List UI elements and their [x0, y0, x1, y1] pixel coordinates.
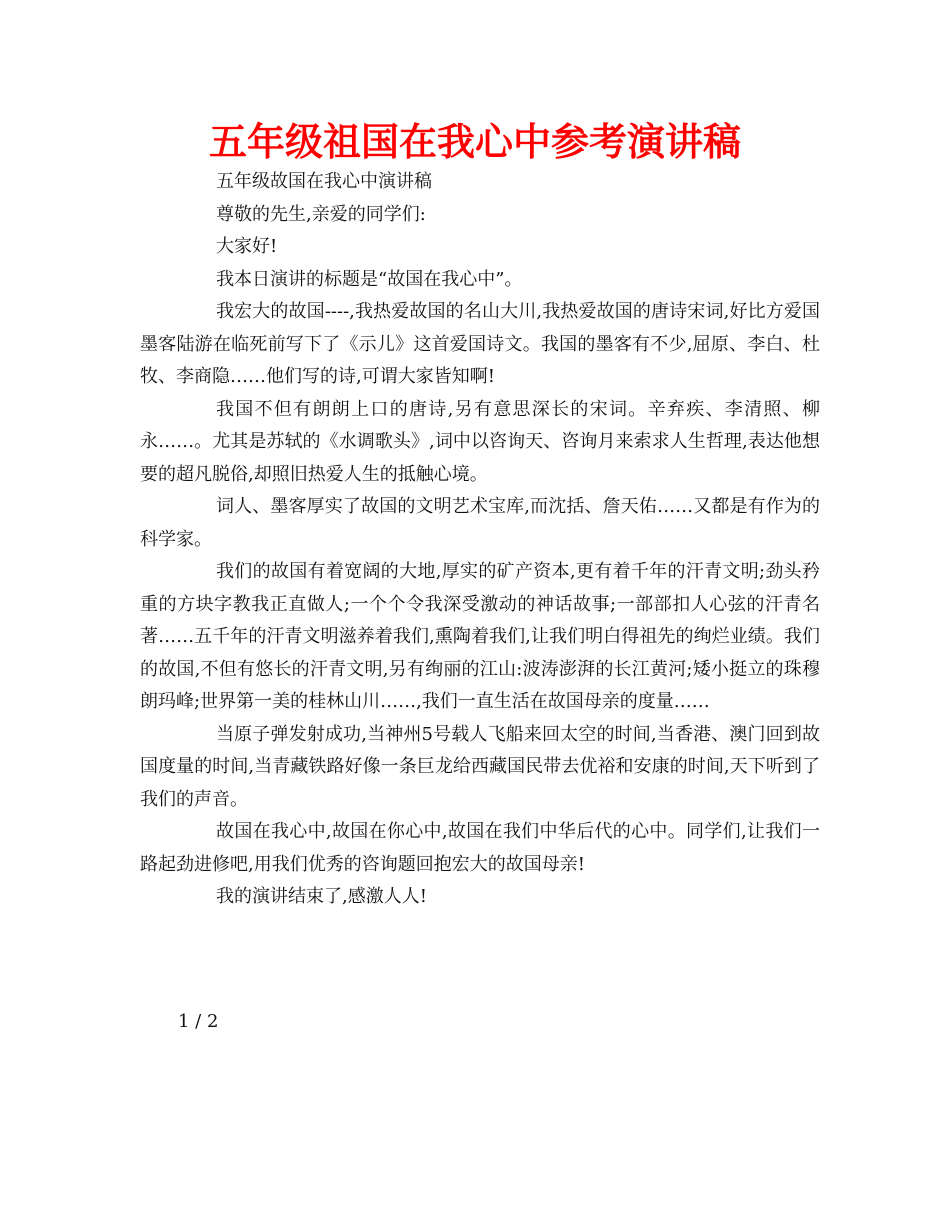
paragraph-salutation: 尊敬的先生,亲爱的同学们: [216, 203, 426, 225]
paragraph-song-ci: 我国不但有朗朗上口的唐诗,另有意思深长的宋词。辛弃疾、李清照、柳永……。尤其是苏轼的《水调歌头》,词中以咨询天、咨询月来索求人生哲理,表达他想要的超凡脱俗,却照旧热爱人生的抵触心境。 [140, 398, 820, 485]
paragraph-land-culture: 我们的故国有着宽阔的大地,厚实的矿产资本,更有着千年的汗青文明;劲头矜重的方块字教我正直做人;一个个令我深受激动的神话故事;一部部扣人心弦的汗青名著……五千年的汗青文明滋养着我们,熏陶着我们,让我们明白得祖先的绚烂业绩。我们的故国,不但有悠长的汗青文明,另有绚丽的江山:波涛澎湃的长江黄河;矮小挺立的珠穆朗玛峰;世界第一美的桂林山川……,我们一直生活在故国母亲的度量…… [140, 561, 820, 712]
paragraph-call-to-action: 故国在我心中,故国在你心中,故国在我们中华后代的心中。同学们,让我们一路起劲进修吧,用我们优秀的咨询题回抱宏大的故国母亲! [140, 821, 820, 875]
paragraph-subtitle: 五年级故国在我心中演讲稿 [216, 171, 432, 192]
page-number: 1 / 2 [178, 1011, 219, 1032]
paragraph-achievements: 当原子弹发射成功,当神州5号载人飞船来回太空的时间,当香港、澳门回到故国度量的时间,当青藏铁路好像一条巨龙给西藏国民带去优裕和安康的时间,天下听到了我们的声音。 [140, 723, 820, 810]
document-body [140, 166, 820, 914]
paragraph-topic: 我本日演讲的标题是“故国在我心中”。 [216, 268, 523, 290]
paragraph-poets: 我宏大的故国----,我热爱故国的名山大川,我热爱故国的唐诗宋词,好比方爱国墨客陆游在临死前写下了《示儿》这首爱国诗文。我国的墨客有不少,屈原、李白、杜牧、李商隐……他们写的诗,可谓大家皆知啊! [140, 301, 820, 387]
paragraph-closing: 我的演讲结束了,感激人人! [216, 886, 427, 907]
paragraph-greeting: 大家好! [216, 236, 278, 257]
paragraph-scientists: 词人、墨客厚实了故国的文明艺术宝库,而沈括、詹天佑……又都是有作为的科学家。 [140, 496, 820, 550]
document-title: 五年级祖国在我心中参考演讲稿 [208, 120, 741, 164]
